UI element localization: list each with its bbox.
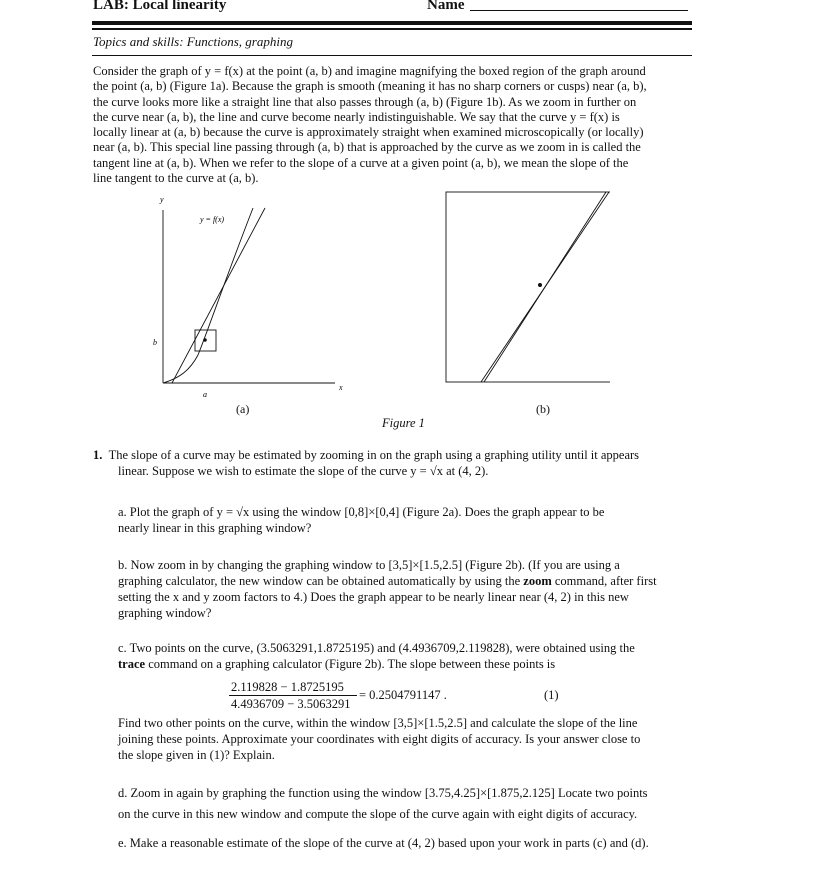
- panel-a-label: (a): [236, 402, 250, 416]
- zoomed-point: [538, 283, 542, 287]
- intro-line: Consider the graph of y = f(x) at the point (a, b) and imagine magnifying the boxed region of the graph around: [93, 64, 646, 78]
- intro-line: the point (a, b) (Figure 1a). Because the graph is smooth (meaning it has no sharp corners or cusps) near (a, b),: [93, 79, 647, 94]
- y-axis-label: y: [160, 195, 164, 204]
- part-text: Find two other points on the curve, within the window [3,5]×[1.5,2.5] and calculate the slope of the line: [118, 716, 638, 730]
- part-text: graphing calculator, the new window can be obtained automatically by using the zoom command, after first: [118, 574, 657, 588]
- part-text: c. Two points on the curve, (3.5063291,1.8725195) and (4.4936709,2.119828), were obtained using the: [118, 641, 635, 655]
- part-text: e. Make a reasonable estimate of the slope of the curve at (4, 2) based upon your work in parts (c) and (d).: [118, 836, 649, 850]
- trace-command: trace: [118, 657, 146, 671]
- part-d: [118, 785, 693, 822]
- b-label: b: [153, 338, 157, 347]
- question-text: linear. Suppose we wish to estimate the slope of the curve y = √x at (4, 2).: [118, 464, 489, 478]
- zoomed-tangent: [484, 192, 606, 382]
- lab-title: LAB: Local linearity: [93, 0, 227, 13]
- intro-line: the curve looks more like a straight line that also passes through (a, b) (Figure 1b). As we zoom in further on: [93, 94, 637, 109]
- tangent-line-a: [172, 208, 265, 383]
- part-c: [118, 640, 693, 672]
- part-a: [118, 504, 693, 536]
- curve-f: [163, 208, 253, 383]
- fraction-denominator: 4.4936709 − 3.5063291: [231, 697, 351, 711]
- figure-1: [140, 190, 610, 402]
- fraction-numerator: 2.119828 − 1.8725195: [231, 680, 344, 694]
- intro-line: near (a, b). This special line passing through (a, b) that is approached by the curve as we zoom in is called the: [93, 140, 641, 155]
- intro-paragraph: [93, 64, 693, 186]
- part-text: b. Now zoom in by changing the graphing window to [3,5]×[1.5,2.5] (Figure 2b). (If you are using a: [118, 558, 620, 572]
- part-text: on the curve in this new window and compute the slope of the curve again with eight digits of accuracy.: [118, 807, 638, 821]
- part-b: [118, 557, 693, 621]
- fraction-result: = 0.2504791147 .: [359, 688, 447, 702]
- panel-b-label: (b): [536, 402, 550, 416]
- equation-number: (1): [544, 688, 559, 702]
- part-e: [118, 835, 693, 851]
- intro-line: line tangent to the curve at (a, b).: [93, 171, 259, 186]
- question-1: [93, 447, 693, 479]
- part-text: the slope given in (1)? Explain.: [118, 748, 275, 762]
- a-label: a: [203, 390, 207, 399]
- question-text: The slope of a curve may be estimated by zooming in on the graph using a graphing utility until it appears: [108, 448, 640, 462]
- part-text: trace command on a graphing calculator (Figure 2b). The slope between these points is: [118, 657, 556, 671]
- figure-caption: Figure 1: [382, 416, 425, 430]
- intro-line: tangent line at (a, b). When we refer to the slope of a curve at a given point (a, b), we mean the slope of the: [93, 155, 629, 170]
- part-text: graphing window?: [118, 606, 212, 620]
- header-rule-thin: [92, 28, 692, 30]
- part-text: nearly linear in this graphing window?: [118, 521, 312, 535]
- name-underline: [470, 10, 688, 11]
- x-axis-label: x: [339, 383, 343, 392]
- zoom-command: zoom: [523, 574, 552, 588]
- fraction-bar: [229, 695, 357, 696]
- intro-line: locally linear at (a, b) because the curve is approximately straight when examined microscopically (or locally): [93, 125, 644, 140]
- part-text: setting the x and y zoom factors to 4.) Does the graph appear to be nearly linear near (4, 2) in this new: [118, 590, 629, 604]
- topics-line: Topics and skills: Functions, graphing: [93, 34, 293, 49]
- curve-label: y = f(x): [200, 215, 225, 224]
- header-rule-thick: [92, 21, 692, 25]
- topics-rule: [92, 55, 692, 56]
- part-text: a. Plot the graph of y = √x using the window [0,8]×[0,4] (Figure 2a). Does the graph appear to be: [118, 505, 605, 519]
- name-label: Name: [427, 0, 465, 13]
- part-text: joining these points. Approximate your coordinates with eight digits of accuracy. Is your answer close to: [118, 732, 641, 746]
- question-number: 1.: [93, 448, 103, 462]
- point-a-b: [203, 338, 207, 342]
- part-c-continued: [118, 715, 693, 763]
- intro-line: the curve near (a, b), the line and curve become nearly indistinguishable. We say that the curve y = f(x) is: [93, 109, 620, 124]
- zoomed-frame: [446, 192, 610, 382]
- part-text: d. Zoom in again by graphing the function using the window [3.75,4.25]×[1.875,2.125] Locate two points: [118, 786, 648, 800]
